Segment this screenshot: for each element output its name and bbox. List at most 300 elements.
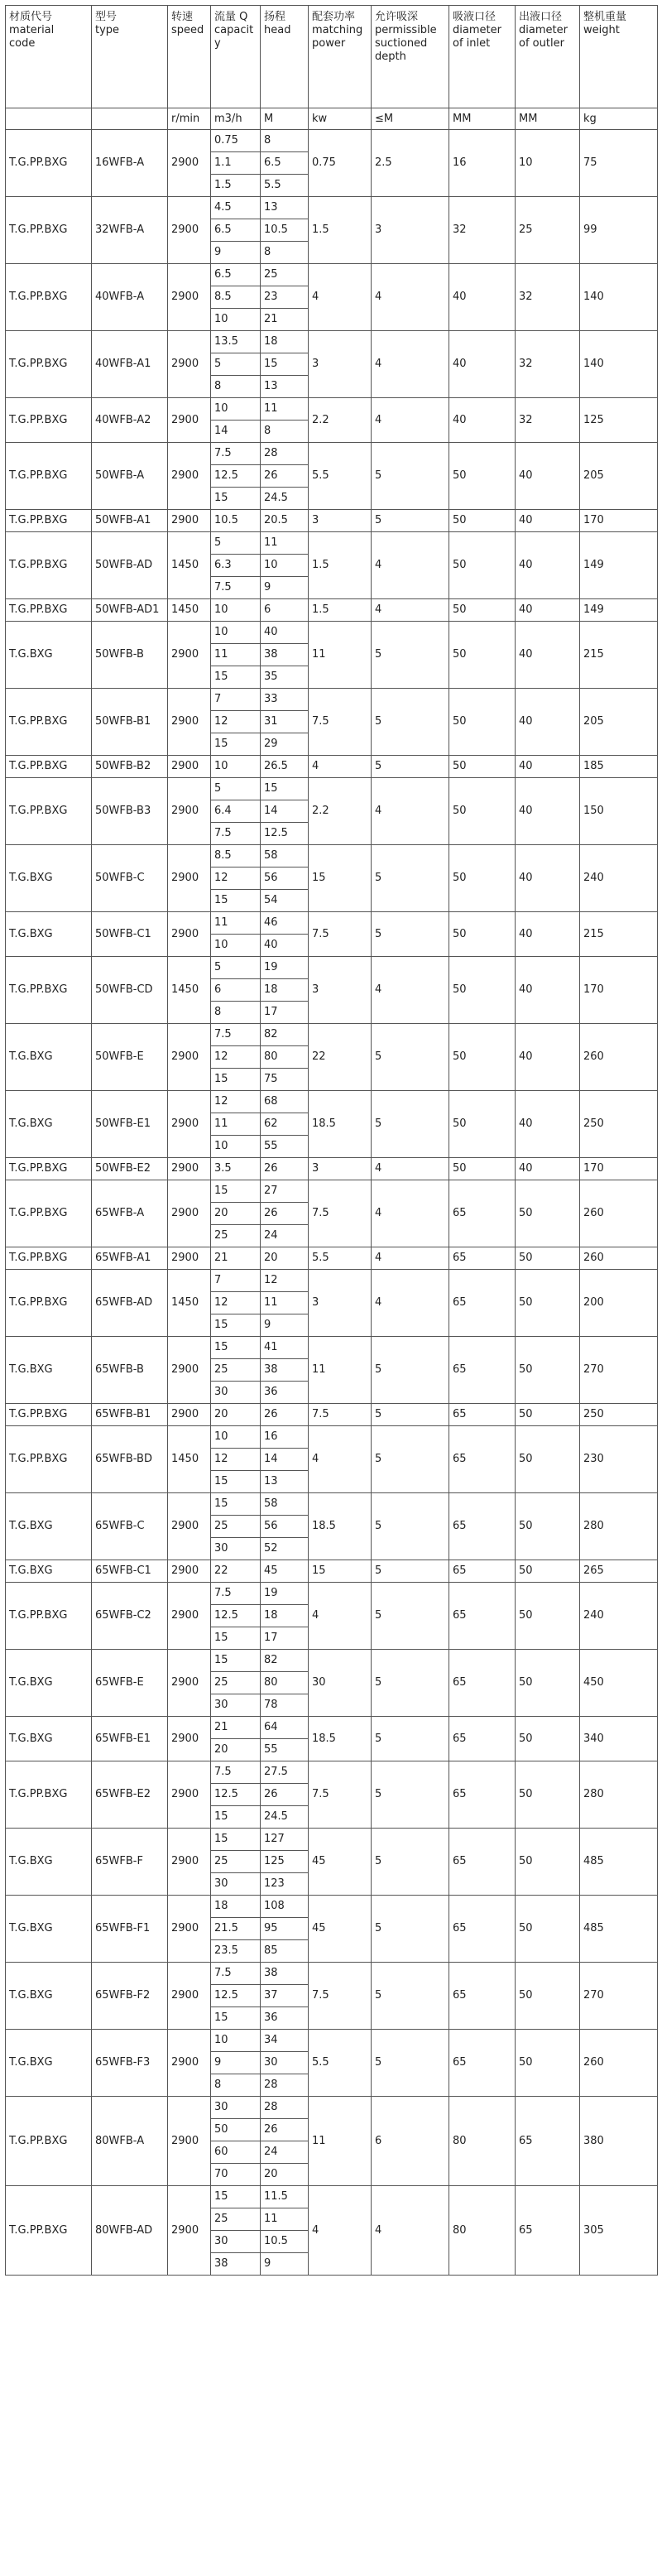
head-cell: 95: [261, 1918, 309, 1940]
capacity-cell: 6: [211, 979, 261, 1002]
inlet-cell: 16: [449, 130, 516, 197]
weight-cell: 240: [580, 845, 658, 912]
head-cell: 127: [261, 1829, 309, 1851]
weight-cell: 149: [580, 599, 658, 622]
material-code-cell: T.G.BXG: [6, 845, 92, 912]
weight-cell: 240: [580, 1583, 658, 1650]
table-row: [6, 1583, 658, 1605]
outlet-cell: 50: [516, 1404, 580, 1426]
inlet-cell: 50: [449, 510, 516, 532]
type-cell: 65WFB-A: [92, 1180, 168, 1247]
weight-cell: 140: [580, 264, 658, 331]
speed-cell: 2900: [168, 1404, 211, 1426]
table-row: [6, 443, 658, 465]
capacity-cell: 15: [211, 1471, 261, 1493]
weight-cell: 99: [580, 197, 658, 264]
speed-cell: 2900: [168, 1761, 211, 1829]
capacity-cell: 15: [211, 1650, 261, 1672]
depth-cell: 4: [372, 957, 449, 1024]
capacity-cell: 5: [211, 532, 261, 555]
weight-cell: 185: [580, 756, 658, 778]
capacity-cell: 7.5: [211, 1583, 261, 1605]
power-cell: 0.75: [309, 130, 372, 197]
capacity-cell: 12: [211, 711, 261, 733]
type-cell: 50WFB-B: [92, 622, 168, 689]
material-code-cell: T.G.PP.BXG: [6, 1426, 92, 1493]
capacity-cell: 0.75: [211, 130, 261, 152]
capacity-cell: 25: [211, 1851, 261, 1873]
material-code-cell: T.G.PP.BXG: [6, 398, 92, 443]
inlet-cell: 50: [449, 957, 516, 1024]
depth-cell: 5: [372, 1426, 449, 1493]
material-code-cell: T.G.BXG: [6, 1337, 92, 1404]
capacity-cell: 4.5: [211, 197, 261, 219]
capacity-cell: 15: [211, 1806, 261, 1829]
capacity-cell: 5: [211, 353, 261, 376]
speed-cell: 2900: [168, 912, 211, 957]
table-row: [6, 1337, 658, 1359]
weight-cell: 230: [580, 1426, 658, 1493]
material-code-cell: T.G.BXG: [6, 1560, 92, 1583]
inlet-cell: 50: [449, 1024, 516, 1091]
inlet-cell: 50: [449, 443, 516, 510]
inlet-cell: 50: [449, 599, 516, 622]
weight-cell: 125: [580, 398, 658, 443]
head-cell: 26: [261, 1203, 309, 1225]
head-cell: 15: [261, 353, 309, 376]
head-cell: 20: [261, 1247, 309, 1270]
table-row: [6, 845, 658, 867]
inlet-cell: 40: [449, 264, 516, 331]
table-row: [6, 1829, 658, 1851]
speed-cell: 2900: [168, 622, 211, 689]
outlet-cell: 50: [516, 1247, 580, 1270]
speed-cell: 2900: [168, 2030, 211, 2097]
head-cell: 21: [261, 309, 309, 331]
outlet-cell: 32: [516, 264, 580, 331]
table-row: [6, 1560, 658, 1583]
head-cell: 9: [261, 1314, 309, 1337]
depth-cell: 4: [372, 331, 449, 398]
speed-cell: 2900: [168, 1024, 211, 1091]
inlet-cell: 65: [449, 1493, 516, 1560]
head-cell: 26: [261, 465, 309, 488]
capacity-cell: 7.5: [211, 823, 261, 845]
material-code-cell: T.G.PP.BXG: [6, 264, 92, 331]
outlet-cell: 40: [516, 1158, 580, 1180]
capacity-cell: 15: [211, 1627, 261, 1650]
depth-cell: 5: [372, 912, 449, 957]
table-row: [6, 2186, 658, 2208]
material-code-cell: T.G.PP.BXG: [6, 1247, 92, 1270]
head-cell: 82: [261, 1650, 309, 1672]
power-cell: 7.5: [309, 1761, 372, 1829]
capacity-cell: 12: [211, 867, 261, 890]
weight-cell: 205: [580, 689, 658, 756]
weight-cell: 140: [580, 331, 658, 398]
capacity-cell: 8: [211, 376, 261, 398]
speed-cell: 2900: [168, 1829, 211, 1896]
power-cell: 3: [309, 1270, 372, 1337]
head-cell: 85: [261, 1940, 309, 1963]
depth-cell: 5: [372, 1896, 449, 1963]
head-cell: 36: [261, 2007, 309, 2030]
head-cell: 10: [261, 555, 309, 577]
inlet-cell: 65: [449, 1270, 516, 1337]
head-cell: 24.5: [261, 488, 309, 510]
table-row: [6, 756, 658, 778]
capacity-cell: 12: [211, 1046, 261, 1069]
head-cell: 78: [261, 1694, 309, 1717]
weight-cell: 200: [580, 1270, 658, 1337]
weight-cell: 75: [580, 130, 658, 197]
speed-cell: 2900: [168, 331, 211, 398]
outlet-cell: 40: [516, 599, 580, 622]
depth-cell: 5: [372, 1024, 449, 1091]
speed-cell: 2900: [168, 1650, 211, 1717]
capacity-cell: 13.5: [211, 331, 261, 353]
material-code-cell: T.G.PP.BXG: [6, 957, 92, 1024]
table-row: [6, 2097, 658, 2119]
capacity-cell: 7: [211, 1270, 261, 1292]
capacity-cell: 10.5: [211, 510, 261, 532]
speed-cell: 2900: [168, 443, 211, 510]
speed-cell: 1450: [168, 532, 211, 599]
header-head: 扬程 head: [261, 6, 309, 108]
capacity-cell: 25: [211, 1359, 261, 1382]
weight-cell: 170: [580, 957, 658, 1024]
weight-cell: 270: [580, 1337, 658, 1404]
type-cell: 65WFB-F3: [92, 2030, 168, 2097]
table-row: [6, 1091, 658, 1113]
outlet-cell: 50: [516, 1650, 580, 1717]
speed-cell: 2900: [168, 1493, 211, 1560]
power-cell: 1.5: [309, 197, 372, 264]
head-cell: 17: [261, 1627, 309, 1650]
type-cell: 65WFB-F1: [92, 1896, 168, 1963]
table-row: [6, 130, 658, 152]
head-cell: 26: [261, 1158, 309, 1180]
head-cell: 108: [261, 1896, 309, 1918]
power-cell: 4: [309, 264, 372, 331]
outlet-cell: 50: [516, 2030, 580, 2097]
type-cell: 65WFB-AD: [92, 1270, 168, 1337]
power-cell: 4: [309, 1426, 372, 1493]
head-cell: 80: [261, 1046, 309, 1069]
header-type: 型号 type: [92, 6, 168, 108]
inlet-cell: 50: [449, 1091, 516, 1158]
head-cell: 24: [261, 1225, 309, 1247]
speed-cell: 2900: [168, 1717, 211, 1761]
capacity-cell: 15: [211, 1180, 261, 1203]
head-cell: 30: [261, 2052, 309, 2074]
power-cell: 18.5: [309, 1717, 372, 1761]
capacity-cell: 25: [211, 1225, 261, 1247]
inlet-cell: 65: [449, 1896, 516, 1963]
type-cell: 50WFB-E1: [92, 1091, 168, 1158]
inlet-cell: 50: [449, 689, 516, 756]
weight-cell: 250: [580, 1404, 658, 1426]
capacity-cell: 9: [211, 242, 261, 264]
type-cell: 65WFB-BD: [92, 1426, 168, 1493]
type-cell: 80WFB-AD: [92, 2186, 168, 2276]
capacity-cell: 30: [211, 1694, 261, 1717]
type-cell: 32WFB-A: [92, 197, 168, 264]
head-cell: 58: [261, 1493, 309, 1516]
capacity-cell: 30: [211, 1538, 261, 1560]
type-cell: 65WFB-C: [92, 1493, 168, 1560]
table-row: [6, 1270, 658, 1292]
capacity-cell: 20: [211, 1203, 261, 1225]
capacity-cell: 8: [211, 2074, 261, 2097]
weight-cell: 450: [580, 1650, 658, 1717]
table-row: [6, 1024, 658, 1046]
weight-cell: 280: [580, 1493, 658, 1560]
type-cell: 40WFB-A1: [92, 331, 168, 398]
capacity-cell: 38: [211, 2253, 261, 2276]
head-cell: 15: [261, 778, 309, 800]
speed-cell: 2900: [168, 1337, 211, 1404]
speed-cell: 2900: [168, 689, 211, 756]
outlet-cell: 50: [516, 1963, 580, 2030]
head-cell: 8: [261, 130, 309, 152]
head-cell: 82: [261, 1024, 309, 1046]
unit-head: M: [261, 108, 309, 130]
weight-cell: 265: [580, 1560, 658, 1583]
weight-cell: 270: [580, 1963, 658, 2030]
type-cell: 50WFB-AD: [92, 532, 168, 599]
outlet-cell: 50: [516, 1761, 580, 1829]
capacity-cell: 23.5: [211, 1940, 261, 1963]
head-cell: 27.5: [261, 1761, 309, 1784]
power-cell: 4: [309, 1583, 372, 1650]
type-cell: 50WFB-B1: [92, 689, 168, 756]
capacity-cell: 9: [211, 2052, 261, 2074]
type-cell: 65WFB-F: [92, 1829, 168, 1896]
material-code-cell: T.G.PP.BXG: [6, 1270, 92, 1337]
speed-cell: 1450: [168, 957, 211, 1024]
weight-cell: 215: [580, 622, 658, 689]
capacity-cell: 15: [211, 733, 261, 756]
weight-cell: 149: [580, 532, 658, 599]
capacity-cell: 12.5: [211, 1784, 261, 1806]
units-row: [6, 108, 658, 130]
weight-cell: 250: [580, 1091, 658, 1158]
inlet-cell: 50: [449, 845, 516, 912]
power-cell: 1.5: [309, 599, 372, 622]
head-cell: 13: [261, 376, 309, 398]
speed-cell: 2900: [168, 1158, 211, 1180]
capacity-cell: 12: [211, 1292, 261, 1314]
material-code-cell: T.G.PP.BXG: [6, 197, 92, 264]
capacity-cell: 10: [211, 935, 261, 957]
head-cell: 28: [261, 2074, 309, 2097]
inlet-cell: 65: [449, 1761, 516, 1829]
capacity-cell: 30: [211, 2097, 261, 2119]
head-cell: 55: [261, 1136, 309, 1158]
head-cell: 38: [261, 644, 309, 666]
depth-cell: 5: [372, 1829, 449, 1896]
capacity-cell: 10: [211, 1426, 261, 1449]
capacity-cell: 15: [211, 1337, 261, 1359]
outlet-cell: 25: [516, 197, 580, 264]
table-row: [6, 689, 658, 711]
outlet-cell: 50: [516, 1493, 580, 1560]
inlet-cell: 50: [449, 532, 516, 599]
capacity-cell: 5: [211, 957, 261, 979]
material-code-cell: T.G.PP.BXG: [6, 1583, 92, 1650]
head-cell: 18: [261, 331, 309, 353]
outlet-cell: 32: [516, 398, 580, 443]
depth-cell: 6: [372, 2097, 449, 2186]
outlet-cell: 50: [516, 1180, 580, 1247]
head-cell: 123: [261, 1873, 309, 1896]
head-cell: 6.5: [261, 152, 309, 175]
speed-cell: 2900: [168, 1560, 211, 1583]
depth-cell: 4: [372, 1270, 449, 1337]
depth-cell: 5: [372, 1560, 449, 1583]
outlet-cell: 40: [516, 845, 580, 912]
power-cell: 3: [309, 957, 372, 1024]
unit-capacity: m3/h: [211, 108, 261, 130]
head-cell: 19: [261, 957, 309, 979]
outlet-cell: 50: [516, 1426, 580, 1493]
head-cell: 26: [261, 1404, 309, 1426]
head-cell: 54: [261, 890, 309, 912]
inlet-cell: 65: [449, 1650, 516, 1717]
type-cell: 50WFB-A: [92, 443, 168, 510]
capacity-cell: 25: [211, 2208, 261, 2231]
depth-cell: 5: [372, 1761, 449, 1829]
head-cell: 11: [261, 532, 309, 555]
depth-cell: 3: [372, 197, 449, 264]
material-code-cell: T.G.BXG: [6, 912, 92, 957]
capacity-cell: 50: [211, 2119, 261, 2141]
table-row: [6, 197, 658, 219]
header-permissible-depth: 允许吸深 permissible suctioned depth: [372, 6, 449, 108]
depth-cell: 5: [372, 1404, 449, 1426]
material-code-cell: T.G.PP.BXG: [6, 2186, 92, 2276]
table-row: [6, 2030, 658, 2052]
material-code-cell: T.G.PP.BXG: [6, 1761, 92, 1829]
head-cell: 37: [261, 1985, 309, 2007]
head-cell: 20: [261, 2164, 309, 2186]
speed-cell: 1450: [168, 1426, 211, 1493]
power-cell: 4: [309, 756, 372, 778]
head-cell: 28: [261, 2097, 309, 2119]
speed-cell: 2900: [168, 1583, 211, 1650]
head-cell: 5.5: [261, 175, 309, 197]
speed-cell: 2900: [168, 2186, 211, 2276]
table-row: [6, 1180, 658, 1203]
power-cell: 3: [309, 510, 372, 532]
unit-power: kw: [309, 108, 372, 130]
inlet-cell: 50: [449, 912, 516, 957]
material-code-cell: T.G.BXG: [6, 1896, 92, 1963]
material-code-cell: T.G.BXG: [6, 1024, 92, 1091]
header-weight: 整机重量 weight: [580, 6, 658, 108]
inlet-cell: 80: [449, 2097, 516, 2186]
unit-outlet: MM: [516, 108, 580, 130]
depth-cell: 5: [372, 1091, 449, 1158]
weight-cell: 485: [580, 1829, 658, 1896]
material-code-cell: T.G.BXG: [6, 1717, 92, 1761]
capacity-cell: 10: [211, 1136, 261, 1158]
weight-cell: 170: [580, 510, 658, 532]
unit-depth: ≤M: [372, 108, 449, 130]
capacity-cell: 11: [211, 644, 261, 666]
unit-inlet: MM: [449, 108, 516, 130]
head-cell: 11: [261, 2208, 309, 2231]
inlet-cell: 65: [449, 1247, 516, 1270]
depth-cell: 5: [372, 1493, 449, 1560]
inlet-cell: 65: [449, 2030, 516, 2097]
capacity-cell: 15: [211, 1829, 261, 1851]
capacity-cell: 7.5: [211, 1761, 261, 1784]
capacity-cell: 7.5: [211, 443, 261, 465]
depth-cell: 4: [372, 532, 449, 599]
capacity-cell: 6.5: [211, 264, 261, 286]
table-row: [6, 912, 658, 935]
material-code-cell: T.G.PP.BXG: [6, 599, 92, 622]
weight-cell: 280: [580, 1761, 658, 1829]
power-cell: 18.5: [309, 1493, 372, 1560]
capacity-cell: 6.5: [211, 219, 261, 242]
head-cell: 38: [261, 1963, 309, 1985]
unit-speed: r/min: [168, 108, 211, 130]
capacity-cell: 7.5: [211, 1963, 261, 1985]
capacity-cell: 20: [211, 1404, 261, 1426]
weight-cell: 150: [580, 778, 658, 845]
table-row: [6, 510, 658, 532]
outlet-cell: 50: [516, 1270, 580, 1337]
power-cell: 5.5: [309, 2030, 372, 2097]
header-inlet-diameter: 吸液口径 diameter of inlet: [449, 6, 516, 108]
head-cell: 45: [261, 1560, 309, 1583]
type-cell: 16WFB-A: [92, 130, 168, 197]
head-cell: 80: [261, 1672, 309, 1694]
table-row: [6, 1426, 658, 1449]
head-cell: 8: [261, 421, 309, 443]
head-cell: 24: [261, 2141, 309, 2164]
capacity-cell: 12.5: [211, 1985, 261, 2007]
capacity-cell: 21.5: [211, 1918, 261, 1940]
weight-cell: 215: [580, 912, 658, 957]
depth-cell: 5: [372, 689, 449, 756]
head-cell: 19: [261, 1583, 309, 1605]
type-cell: 65WFB-E2: [92, 1761, 168, 1829]
outlet-cell: 40: [516, 1024, 580, 1091]
capacity-cell: 30: [211, 1873, 261, 1896]
outlet-cell: 65: [516, 2097, 580, 2186]
material-code-cell: T.G.PP.BXG: [6, 1180, 92, 1247]
table-row: [6, 1158, 658, 1180]
capacity-cell: 15: [211, 488, 261, 510]
depth-cell: 5: [372, 1337, 449, 1404]
capacity-cell: 12.5: [211, 1605, 261, 1627]
power-cell: 18.5: [309, 1091, 372, 1158]
depth-cell: 4: [372, 599, 449, 622]
power-cell: 11: [309, 1337, 372, 1404]
head-cell: 13: [261, 1471, 309, 1493]
capacity-cell: 6.4: [211, 800, 261, 823]
depth-cell: 5: [372, 1717, 449, 1761]
depth-cell: 2.5: [372, 130, 449, 197]
outlet-cell: 32: [516, 331, 580, 398]
outlet-cell: 40: [516, 957, 580, 1024]
type-cell: 50WFB-B3: [92, 778, 168, 845]
material-code-cell: T.G.PP.BXG: [6, 331, 92, 398]
